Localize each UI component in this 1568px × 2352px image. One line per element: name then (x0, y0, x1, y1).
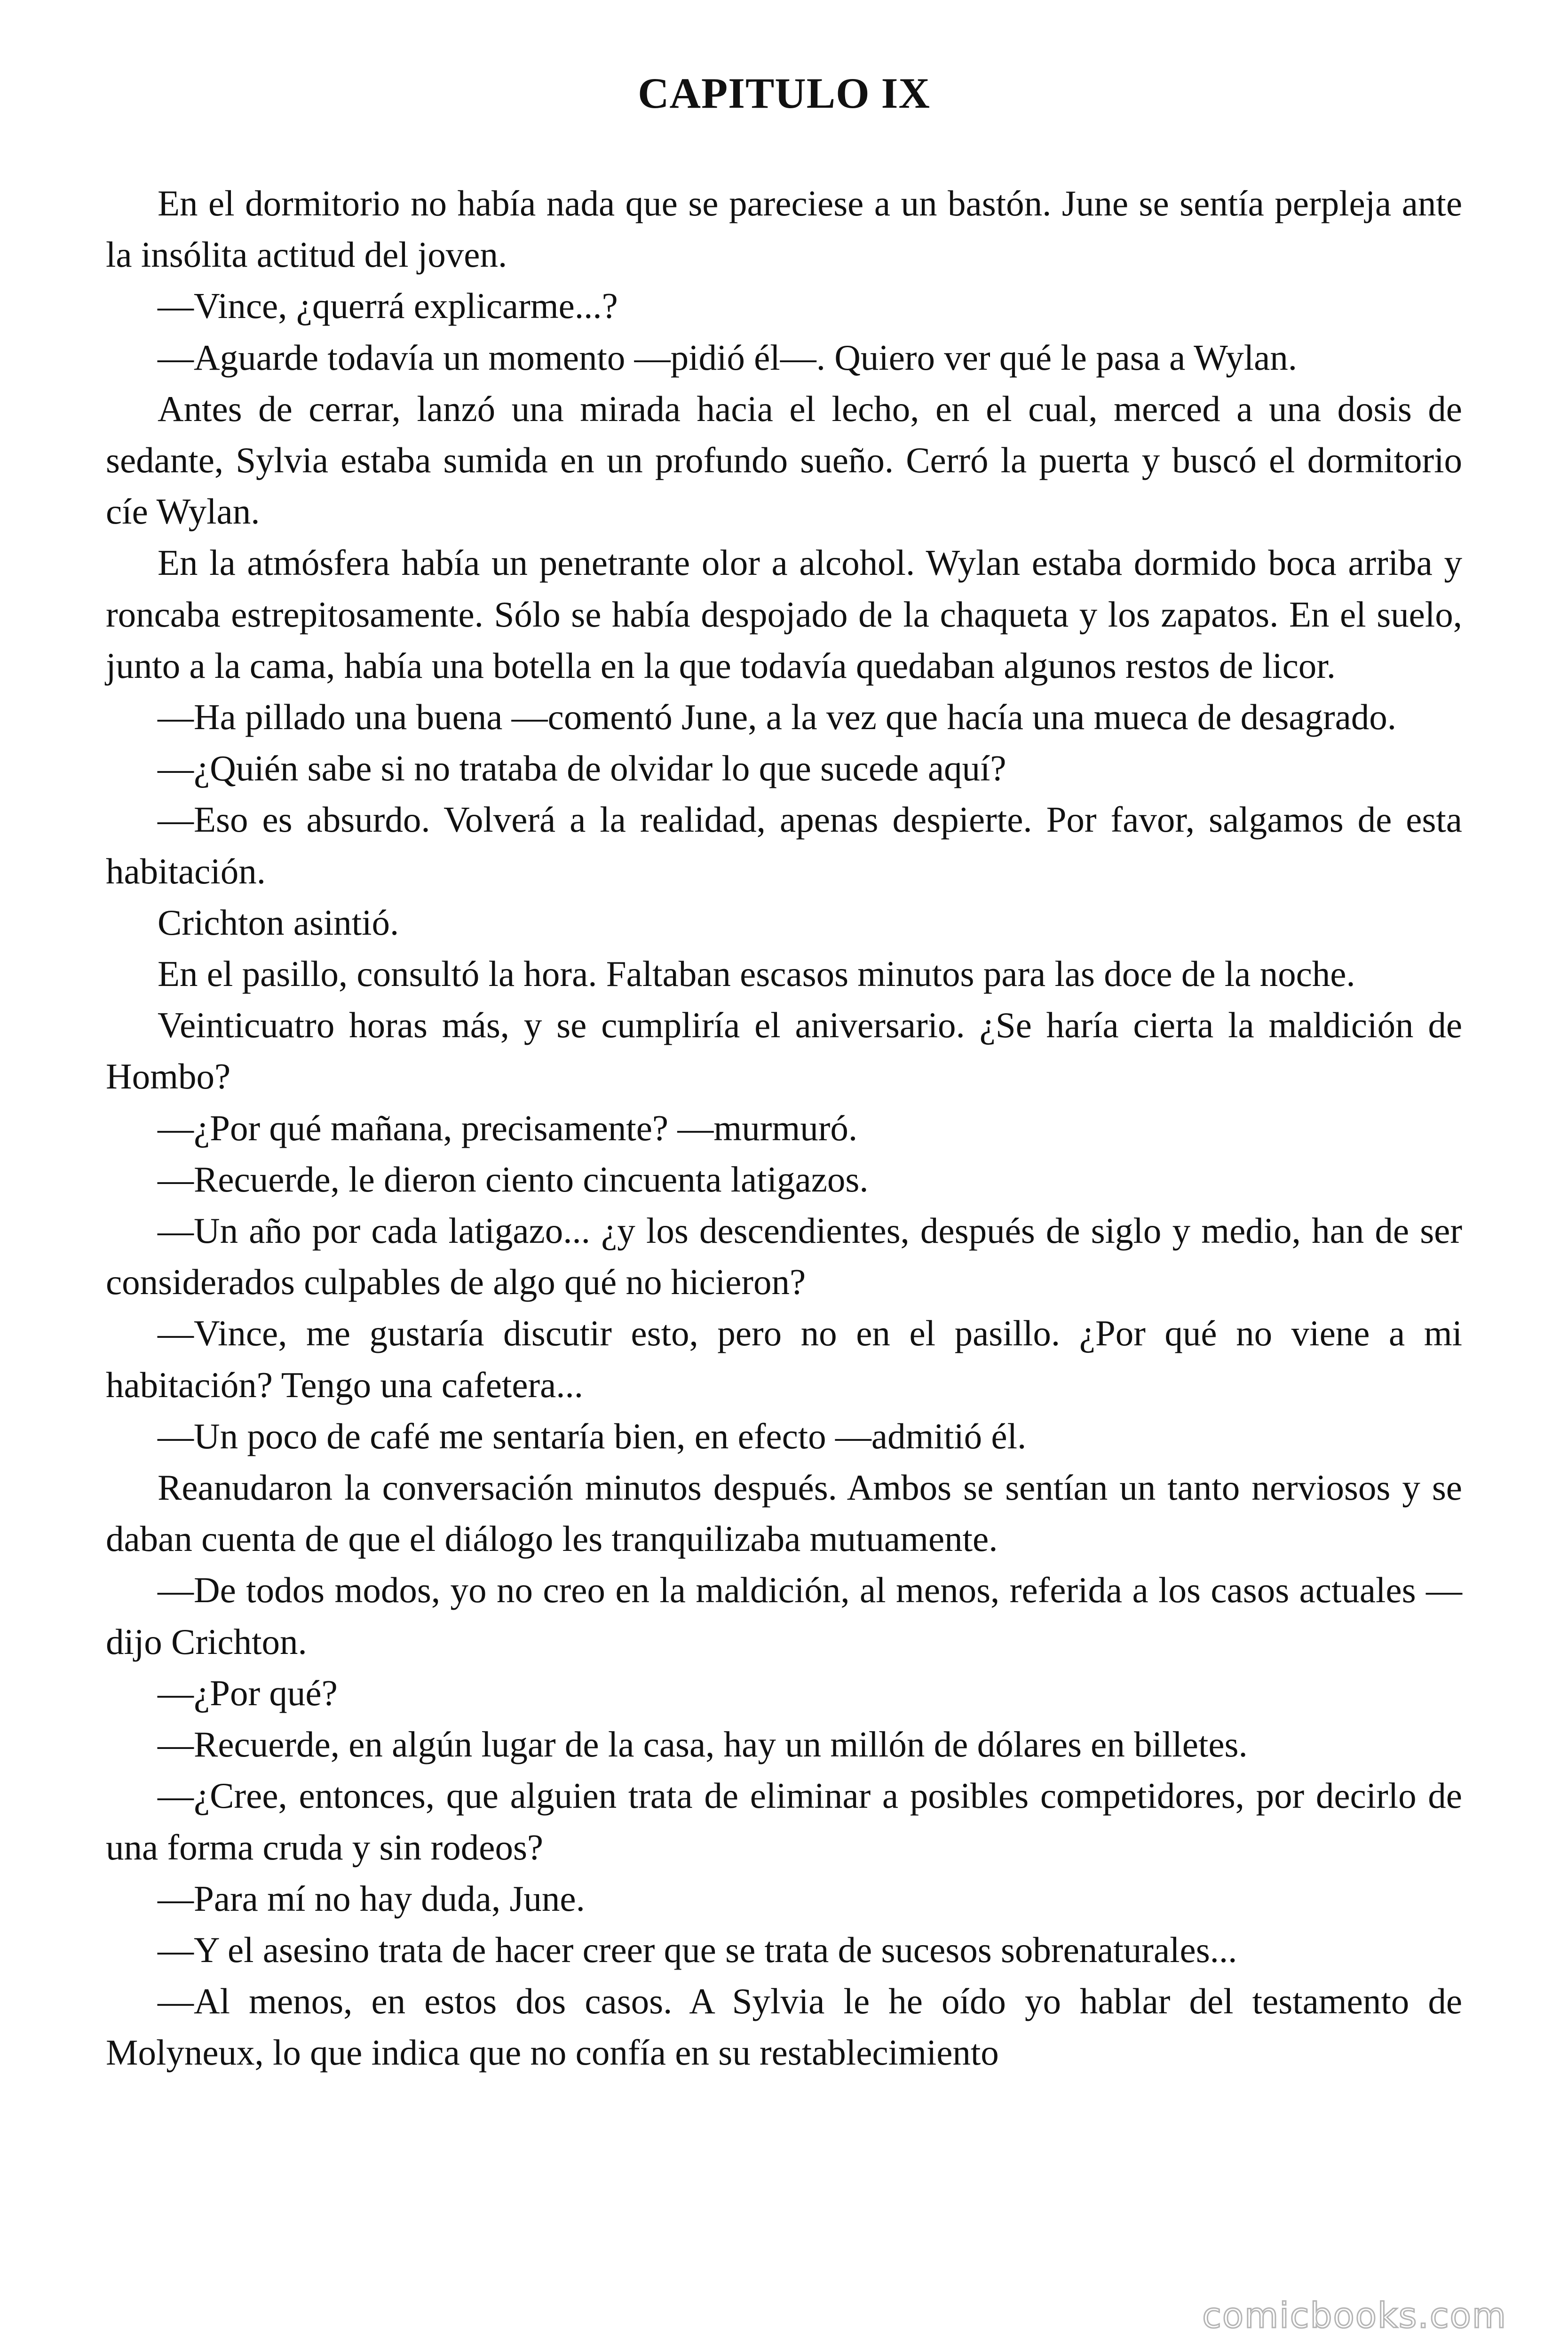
paragraph: Antes de cerrar, lanzó una mirada hacia el lecho, en el cual, merced a una dosis de sedante, Sylvia estaba sumida en un profundo sueño. Cerró la puerta y buscó el dormitorio cíe Wylan. (106, 388, 1462, 532)
paragraph: —Ha pillado una buena —comentó June, a la vez que hacía una mueca de desagrado. (158, 697, 1397, 738)
paragraph: —Recuerde, en algún lugar de la casa, hay un millón de dólares en billetes. (158, 1724, 1248, 1765)
book-page (106, 0, 1462, 2352)
paragraph: —Un año por cada latigazo... ¿y los descendientes, después de siglo y medio, han de ser considerados culpables de algo qué no hicieron? (106, 1210, 1462, 1303)
paragraph: —Vince, me gustaría discutir esto, pero no en el pasillo. ¿Por qué no viene a mi habitación? Tengo una cafetera... (106, 1313, 1462, 1405)
paragraph: —Vince, ¿querrá explicarme...? (158, 286, 618, 326)
chapter-body (106, 178, 1462, 2079)
paragraph: —Eso es absurdo. Volverá a la realidad, apenas despierte. Por favor, salgamos de esta habitación. (106, 799, 1462, 891)
paragraph: —Recuerde, le dieron ciento cincuenta latigazos. (158, 1159, 869, 1200)
paragraph: —¿Cree, entonces, que alguien trata de eliminar a posibles competidores, por decirlo de una forma cruda y sin rodeos? (106, 1775, 1462, 1867)
paragraph: —Para mí no hay duda, June. (158, 1878, 585, 1919)
paragraph: —Un poco de café me sentaría bien, en efecto —admitió él. (158, 1415, 1027, 1456)
paragraph: En el pasillo, consultó la hora. Faltaban escasos minutos para las doce de la noche. (158, 954, 1355, 994)
paragraph: —Al menos, en estos dos casos. A Sylvia le he oído yo hablar del testamento de Molyneux, lo que indica que no confía en su restablecimiento (106, 1981, 1462, 2073)
paragraph: En el dormitorio no había nada que se pareciese a un bastón. June se sentía perpleja ante la insólita actitud del joven. (106, 183, 1462, 275)
paragraph: —¿Quién sabe si no trataba de olvidar lo que sucede aquí? (158, 748, 1006, 789)
paragraph: En la atmósfera había un penetrante olor a alcohol. Wylan estaba dormido boca arriba y roncaba estrepitosamente. Sólo se había despojado de la chaqueta y los zapatos. En el suelo, junto a la cama, había una botella en la que todavía quedaban algunos restos de licor. (106, 542, 1462, 686)
paragraph: —¿Por qué? (158, 1672, 338, 1713)
chapter-title: CAPITULO IX (638, 69, 930, 117)
paragraph: Veinticuatro horas más, y se cumpliría el aniversario. ¿Se haría cierta la maldición de Hombo? (106, 1005, 1462, 1097)
paragraph: Crichton asintió. (158, 902, 399, 943)
paragraph: —Y el asesino trata de hacer creer que se trata de sucesos sobrenaturales... (158, 1929, 1237, 1970)
paragraph: —¿Por qué mañana, precisamente? —murmuró. (158, 1107, 858, 1148)
paragraph: —De todos modos, yo no creo en la maldición, al menos, referida a los casos actuales —dijo Crichton. (106, 1570, 1462, 1662)
paragraph: Reanudaron la conversación minutos después. Ambos se sentían un tanto nerviosos y se daban cuenta de que el diálogo les tranquilizaba mutuamente. (106, 1467, 1462, 1559)
watermark-logo: comicbooks.com (1202, 2296, 1507, 2336)
paragraph: —Aguarde todavía un momento —pidió él—. Quiero ver qué le pasa a Wylan. (158, 337, 1298, 378)
